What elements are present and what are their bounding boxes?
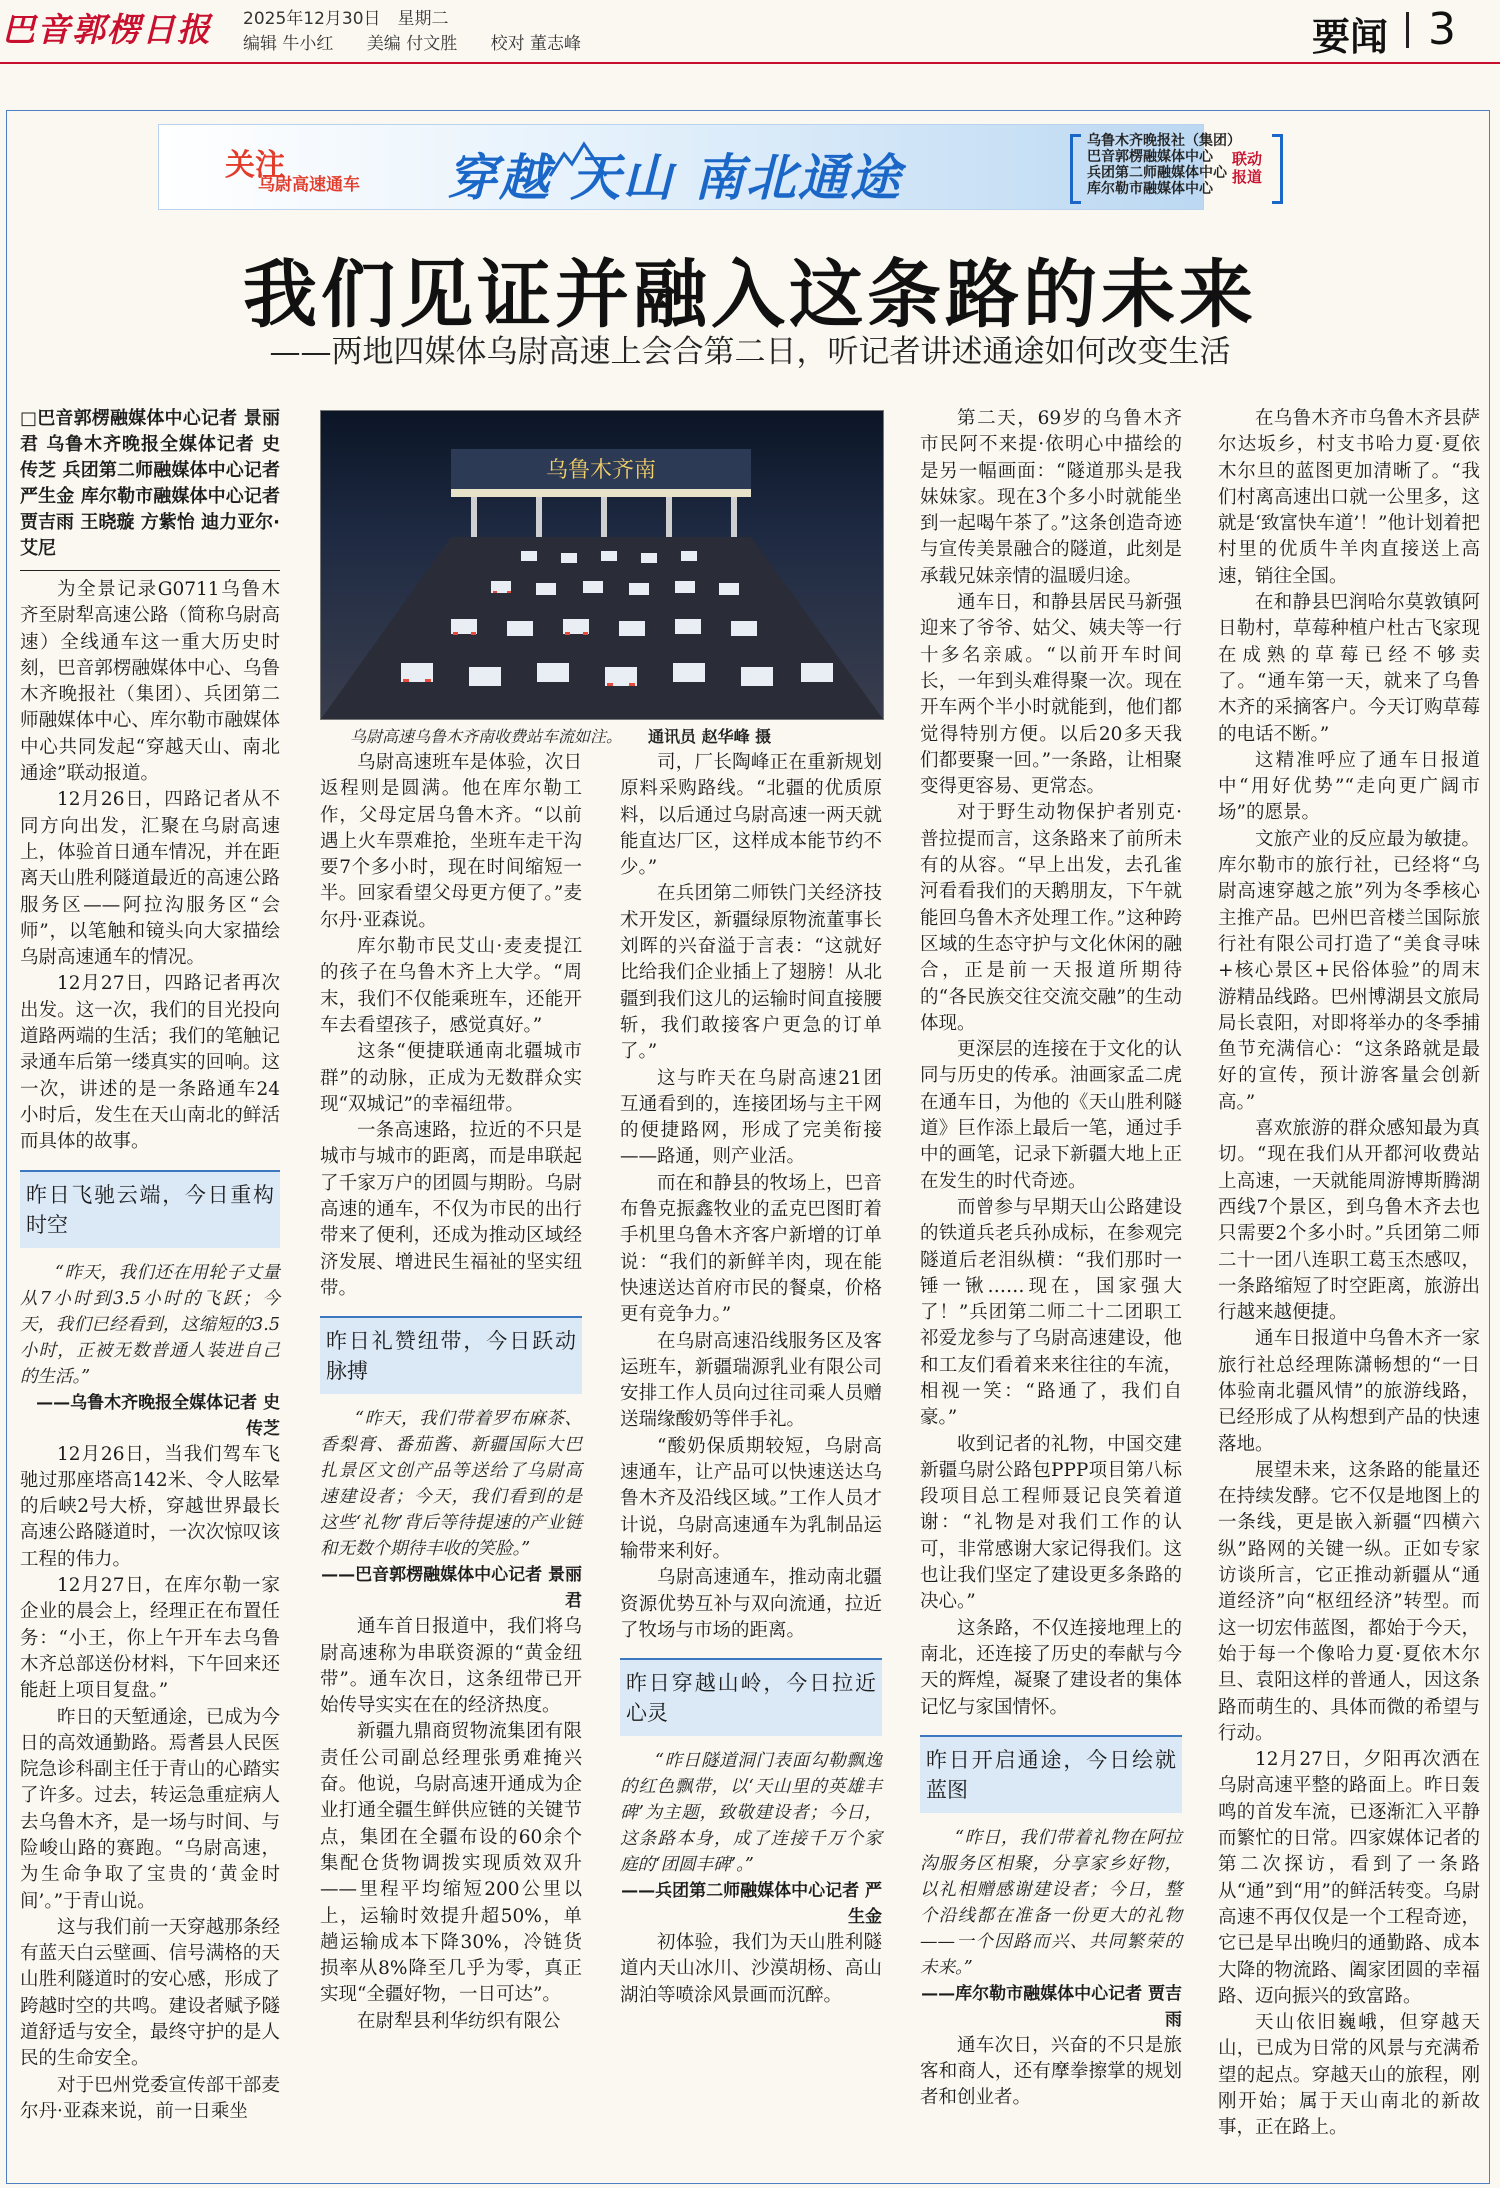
paragraph: 昨日的天堑通途，已成为今日的高效通勤路。焉耆县人民医院急诊科副主任于青山的心踏实了许多。过去，转运急重症病人去乌鲁木齐，是一场与时间、与险峻山路的赛跑。“乌尉高速，为生命争取了宝贵的‘黄金时间’。”于青山说。	[20, 1706, 280, 1912]
pull-quote: “昨日，我们带着礼物在阿拉沟服务区相聚，分享家乡好物，以礼相赠感谢建设者；今日，整个沿线都在准备一份更大的礼物——一个因路而兴、共同繁荣的未来。”	[920, 1827, 1182, 1978]
paragraph: 这精准呼应了通车日报道中“用好优势”“走向更广阔市场”的愿景。	[1218, 749, 1480, 824]
partner-org: 兵团第二师融媒体中心	[1087, 165, 1227, 181]
partner-org: 巴音郭楞融媒体中心	[1087, 149, 1213, 165]
paragraph: “酸奶保质期较短，乌尉高速通车，让产品可以快速送达乌鲁木齐及沿线区域。”工作人员才计说，乌尉高速通车为乳制品运输带来利好。	[620, 1435, 882, 1562]
proofreader: 校对 董志峰	[490, 34, 582, 54]
paragraph: 第二天，69岁的乌鲁木齐市民阿不来提·依明心中描绘的是另一幅画面：“隧道那头是我妹妹家。现在3个多小时就能坐到一起喝午茶了。”这条创造奇迹与宣传美景融合的隧道，此刻是承载兄妹亲情的温暖归途。	[920, 408, 1182, 587]
paragraph: 天山依旧巍峨，但穿越天山，已成为日常的风景与充满希望的起点。穿越天山的旅程，刚刚开始；属于天山南北的新故事，正在路上。	[1218, 2012, 1480, 2139]
paragraph: 12月27日，在库尔勒一家企业的晨会上，经理正在布置任务：“小王，你上午开车去乌鲁木齐总部送份材料，下午回来还能赶上项目复盘。”	[20, 1575, 280, 1702]
paragraph: 喜欢旅游的群众感知最为真切。“现在我们从开都河收费站上高速，一天就能周游博斯腾湖西线7个景区，到乌鲁木齐去也只需要2个多小时。”兵团第二师二十一团八连职工葛玉杰感叹，一条路缩短了时空距离，旅游出行越来越便捷。	[1218, 1118, 1480, 1324]
article-column-2	[320, 750, 582, 2035]
section-heading: 昨日开启通途，今日绘就蓝图	[920, 1735, 1182, 1813]
article-title: 我们见证并融入这条路的未来	[243, 252, 1257, 338]
caption-text: 乌尉高速乌鲁木齐南收费站车流如注。	[350, 727, 623, 746]
orgs-bracket-left	[1070, 134, 1081, 204]
masthead-rule	[0, 62, 1500, 64]
article-subtitle: ——两地四媒体乌尉高速上会合第二日，听记者讲述通途如何改变生活	[269, 334, 1231, 370]
paragraph: 而曾参与早期天山公路建设的铁道兵老兵孙成标，在参观完隧道后老泪纵横：“我们那时一锤一锹……现在，国家强大了！”兵团第二师二十二团职工祁爱龙参与了乌尉高速建设，他和工友们看着来来往往的车流，相视一笑：“路通了，我们自豪。”	[920, 1196, 1182, 1429]
newspaper-logo: 巴音郭楞日报	[2, 10, 212, 49]
partner-org: 库尔勒市融媒体中心	[1087, 181, 1213, 197]
editor: 编辑 牛小红	[243, 34, 334, 54]
article-column-3	[620, 750, 882, 2009]
paragraph: 在乌鲁木齐市乌鲁木齐县萨尔达坂乡，村支书哈力夏·夏依木尔旦的蓝图更加清晰了。“我们村离高速出口就一公里多，这就是‘致富快车道’！”他计划着把村里的优质牛羊肉直接送上高速，销往全国。	[1218, 408, 1480, 587]
paragraph: 库尔勒市民艾山·麦麦提江的孩子在乌鲁木齐上大学。“周末，我们不仅能乘班车，还能开车去看望孩子，感觉真好。”	[320, 936, 582, 1036]
paragraph: 这条路，不仅连接地理上的南北，还连接了历史的奉献与今天的辉煌，凝聚了建设者的集体记忆与家国情怀。	[920, 1617, 1182, 1718]
article-column-4	[920, 406, 1182, 2112]
paragraph: 12月26日，当我们驾车飞驰过那座塔高142米、令人眩晕的后峡2号大桥，穿越世界最长高速公路隧道时，一次次惊叹该工程的伟力。	[20, 1443, 280, 1570]
paragraph: 在尉犁县利华纺织有限公	[357, 2010, 561, 2032]
pull-quote: “昨天，我们带着罗布麻茶、香梨膏、番茄酱、新疆国际大巴扎景区文创产品等送给了乌尉高速建设者；今天，我们看到的是这些‘礼物’背后等待提速的产业链和无数个期待丰收的笑脸。”	[320, 1409, 582, 1560]
photo-caption	[350, 724, 771, 747]
paragraph: 通车首日报道中，我们将乌尉高速称为串联资源的“黄金纽带”。通车次日，这条纽带已开始传导实实在在的经济热度。	[320, 1616, 582, 1717]
paragraph: 对于野生动物保护者别克·普拉提而言，这条路来了前所未有的从容。“早上出发，去孔雀河看看我们的天鹅朋友，下午就能回乌鲁木齐处理工作。”这种跨区域的生态守护与文化休闲的融合，正是前一天报道所期待的“各民族交往交流交融”的生动体现。	[920, 802, 1182, 1034]
paragraph: 这条“便捷联通南北疆城市群”的动脉，正成为无数群众实现“双城记”的幸福纽带。	[320, 1041, 582, 1115]
quote-attribution: ——巴音郭楞融媒体中心记者 景丽君	[321, 1565, 582, 1612]
quote-attribution: ——兵团第二师融媒体中心记者 严生金	[621, 1881, 882, 1928]
section-heading: 昨日穿越山岭，今日拉近心灵	[620, 1658, 882, 1736]
paragraph: 在乌尉高速沿线服务区及客运班车，新疆瑞源乳业有限公司安排工作人员向过往司乘人员赠送瑞缘酸奶等伴手礼。	[620, 1330, 882, 1431]
paragraph: 12月26日，四路记者从不同方向出发，汇聚在乌尉高速上，体验首日通车情况，并在距离天山胜利隧道最近的高速公路服务区——阿拉沟服务区“会师”，以笔触和镜头向大家描绘乌尉高速通车的情况。	[20, 789, 280, 969]
paragraph: 在和静县巴润哈尔莫敦镇阿日勒村，草莓种植户杜古飞家现在成熟的草莓已经不够卖了。“通车第一天，就来了乌鲁木齐的采摘客户。今天订购草莓的电话不断。”	[1218, 592, 1480, 745]
partner-orgs	[1087, 133, 1241, 197]
paragraph: 通车日，和静县居民马新强迎来了爷爷、姑父、姨夫等一行十多名亲戚。“以前开车时间长，一年到头难得聚一次。现在开车两个半小时就能到，他们都觉得特别方便。以后20多天我们都要聚一回。”一条路，让相聚变得更容易、更常态。	[920, 592, 1182, 798]
section-heading: 昨日飞驰云端，今日重构时空	[20, 1170, 280, 1248]
paragraph: 一条高速路，拉近的不只是城市与城市的距离，而是串联起了千家万户的团圆与期盼。乌尉高速的通车，不仅为市民的出行带来了便利，还成为推动区域经济发展、增进民生福祉的坚实纽带。	[320, 1120, 582, 1299]
paragraph: 这与昨天在乌尉高速21团互通看到的，连接团场与主干网的便捷路网，形成了完美衔接——路通，则产业活。	[620, 1067, 882, 1168]
page-number: 3	[1428, 4, 1456, 55]
paragraph: 12月27日，四路记者再次出发。这一次，我们的目光投向道路两端的生活；我们的笔触记录通车后第一缕真实的回响。这一次，讲述的是一条路通车24小时后，发生在天山南北的鲜活而具体的故事。	[20, 973, 280, 1153]
article-column-5	[1218, 406, 1480, 2142]
staff-line	[243, 29, 609, 54]
mountain-icon	[548, 140, 608, 180]
issue-date: 2025年12月30日 星期二	[243, 9, 449, 29]
orgs-bracket-right	[1272, 134, 1283, 204]
paragraph: 乌尉高速通车，推动南北疆资源优势互补与双向流通，拉近了牧场与市场的距离。	[620, 1567, 882, 1641]
paragraph: 而在和静县的牧场上，巴音布鲁克振鑫牧业的孟克巴图盯着手机里乌鲁木齐客户新增的订单说：“我们的新鲜羊肉，现在能快速送达首府市民的餐桌，价格更有竞争力。”	[620, 1172, 882, 1326]
joint-report-label: 联动报道	[1232, 150, 1263, 186]
designer: 美编 付文胜	[366, 34, 458, 54]
paragraph: 通车日报道中乌鲁木齐一家旅行社总经理陈潇畅想的“一日体验南北疆风情”的旅游线路，已经形成了从构想到产品的快速落地。	[1218, 1328, 1480, 1455]
quote-attribution: ——库尔勒市融媒体中心记者 贾吉雨	[921, 1983, 1182, 2030]
pull-quote: “昨日隧道洞门表面勾勒飘逸的红色飘带，以‘天山里的英雄丰碑’为主题，致敬建设者；今日，这条路本身，成了连接千万个家庭的‘团圆丰碑’。”	[620, 1751, 882, 1876]
paragraph: 乌尉高速班车是体验，次日返程则是圆满。他在库尔勒工作，父母定居乌鲁木齐。“以前遇上火车票难抢，坐班车走干沟要7个多小时，现在时间缩短一半。回家看望父母更方便了。”麦尔丹·亚森说。	[320, 752, 582, 931]
paragraph: 司，厂长陶峰正在重新规划原料采购路线。“北疆的优质原料，以后通过乌尉高速一两天就能直达厂区，这样成本能节约不少。”	[620, 752, 882, 879]
quote-attribution: ——乌鲁木齐晚报全媒体记者 史传芝	[36, 1392, 280, 1439]
paragraph: 在兵团第二师铁门关经济技术开发区，新疆绿原物流董事长刘晖的兴奋溢于言表：“这就好比给我们企业插上了翅膀！从北疆到我们这儿的运输时间直接腰斩，我们敢接客户更急的订单了。”	[620, 883, 882, 1063]
series-title: 穿越 天山 南北通途	[447, 149, 902, 207]
focus-label: 关注	[225, 148, 285, 183]
paragraph: 展望未来，这条路的能量还在持续发酵。它不仅是地图上的一条线，更是嵌入新疆“四横六纵”路网的关键一纵。正如专家访谈所言，它正推动新疆从“通道经济”向“枢纽经济”转型。而这一切宏伟蓝图，都始于今天，始于每一个像哈力夏·夏依木尔旦、袁阳这样的普通人，因这条路而萌生的、具体而微的希望与行动。	[1218, 1459, 1480, 1744]
article-byline: □巴音郭楞融媒体中心记者 景丽君 乌鲁木齐晚报全媒体记者 史传芝 兵团第二师融媒体中心记者 严生金 库尔勒市融媒体中心记者 贾吉雨 王晓璇 方紫怡 迪力亚尔·艾尼	[20, 406, 280, 571]
focus-topic: 乌尉高速通车	[258, 175, 360, 195]
news-photo	[320, 410, 884, 720]
paragraph: 新疆九鼎商贸物流集团有限责任公司副总经理张勇难掩兴奋。他说，乌尉高速开通成为企业打通全疆生鲜供应链的关键节点，集团在全疆布设的60余个集配仓货物调拨实现质效双升——里程平均缩短200公里以上，运输时效提升超50%，单趟运输成本下降30%，冷链货损率从8%降至几乎为零，真正实现“全疆好物，一日可达”。	[320, 1721, 582, 2006]
article-column-1	[20, 406, 280, 2125]
section-divider	[1406, 12, 1409, 48]
paragraph: 收到记者的礼物，中国交建新疆乌尉公路包PPP项目第八标段项目总工程师聂记良笑着道谢：“礼物是对我们工作的认可，非常感谢大家记得我们。这也让我们坚定了建设更多条路的决心。”	[920, 1433, 1182, 1613]
section-name: 要闻	[1312, 15, 1389, 59]
partner-org: 乌鲁木齐晚报社（集团）	[1087, 133, 1241, 149]
toll-station-illustration	[321, 411, 883, 719]
masthead	[0, 0, 1500, 62]
paragraph: 12月27日，夕阳再次洒在乌尉高速平整的路面上。昨日轰鸣的首发车流，已逐渐汇入平静而繁忙的日常。四家媒体记者的第二次探访，看到了一条路从“通”到“用”的鲜活转变。乌尉高速不再仅仅是一个工程奇迹，它已是早出晚归的通勤路、成本大降的物流路、阖家团圆的幸福路、迈向振兴的致富路。	[1218, 1749, 1480, 2007]
paragraph: 对于巴州党委宣传部干部麦尔丹·亚森来说，前一日乘坐	[20, 2074, 280, 2122]
paragraph: 这与我们前一天穿越那条经有蓝天白云壁画、信号满格的天山胜利隧道时的安心感，形成了跨越时空的共鸣。建设者赋予隧道舒适与安全，最终守护的是人民的生命安全。	[20, 1916, 280, 2070]
pull-quote: “昨天，我们还在用轮子丈量从7小时到3.5小时的飞跃；今天，我们已经看到，这缩短的3.5小时，正被无数普通人装进自己的生活。”	[20, 1262, 280, 1387]
toll-sign: 乌鲁木齐南	[545, 458, 657, 483]
paragraph: 为全景记录G0711乌鲁木齐至尉犁高速公路（简称乌尉高速）全线通车这一重大历史时刻，巴音郭楞融媒体中心、乌鲁木齐晚报社（集团）、兵团第二师融媒体中心、库尔勒市融媒体中心共同发起“穿越天山、南北通途”联动报道。	[20, 579, 280, 785]
paragraph: 通车次日，兴奋的不只是旅客和商人，还有摩拳擦掌的规划者和创业者。	[920, 2034, 1182, 2109]
paragraph: 更深层的连接在于文化的认同与历史的传承。油画家孟二虎在通车日，为他的《天山胜利隧道》巨作添上最后一笔，通过手中的画笔，记录下新疆大地上正在发生的时代奇迹。	[920, 1039, 1182, 1192]
photo-credit: 通讯员 赵华峰 摄	[648, 727, 772, 746]
paragraph: 初体验，我们为天山胜利隧道内天山冰川、沙漠胡杨、高山湖泊等喷涂风景画而沉醉。	[620, 1932, 882, 2006]
section-heading: 昨日礼赞纽带，今日跃动脉搏	[320, 1316, 582, 1394]
paragraph: 文旅产业的反应最为敏捷。库尔勒市的旅行社，已经将“乌尉高速穿越之旅”列为冬季核心主推产品。巴州巴音楼兰国际旅行社有限公司打造了“美食寻味+核心景区+民俗体验”的周末游精品线路。巴州博湖县文旅局局长袁阳，对即将举办的冬季捕鱼节充满信心：“这条路就是最好的宣传，预计游客量会创新高。”	[1218, 828, 1480, 1113]
